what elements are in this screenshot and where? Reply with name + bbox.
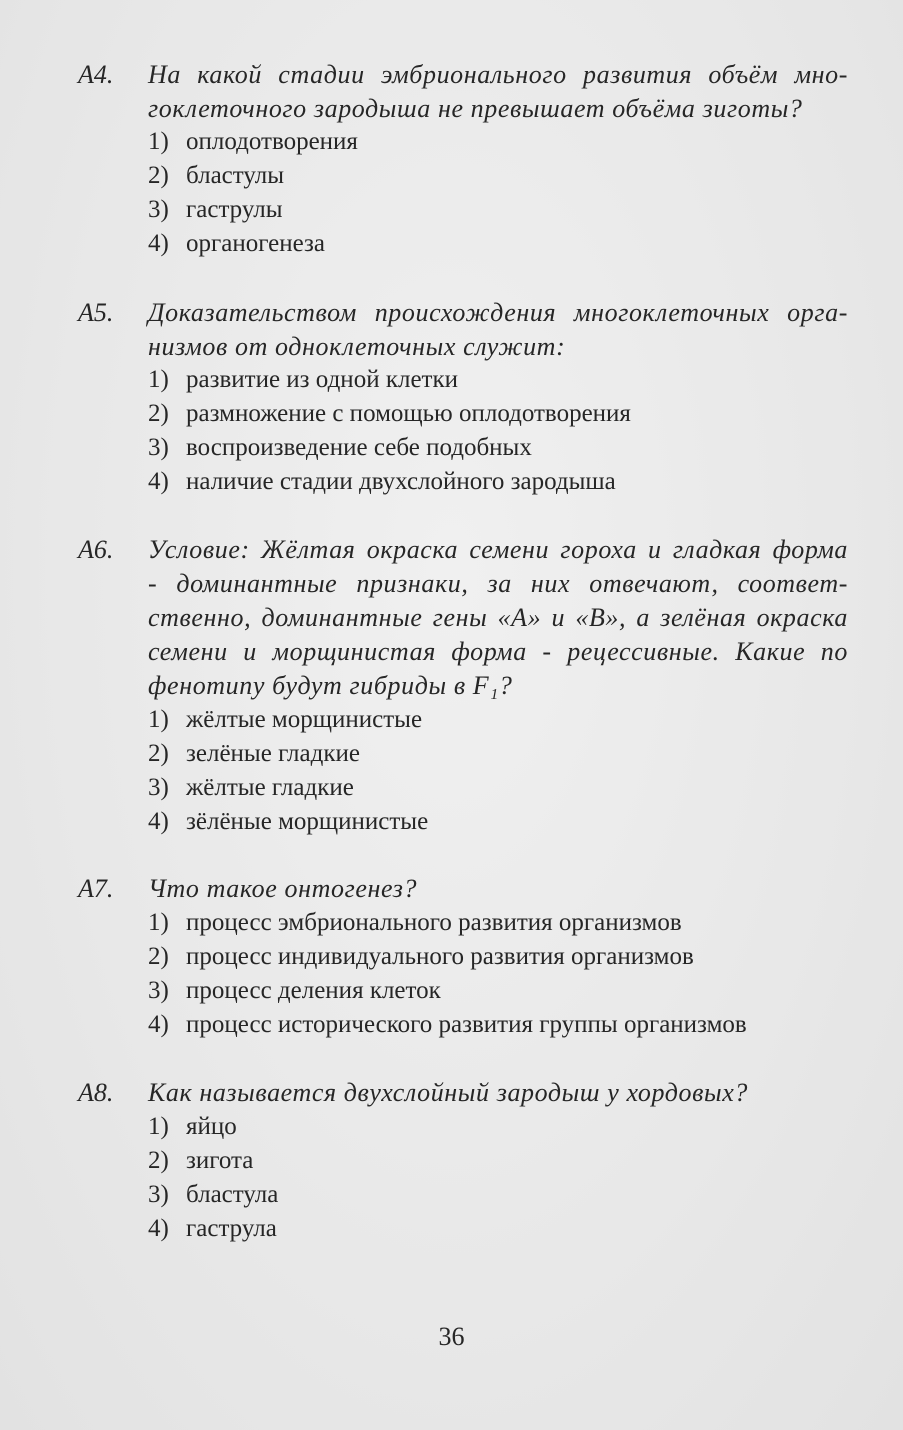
question-line: низмов от одноклеточных служит: xyxy=(148,332,566,361)
answer-option: 1) оплодотворения xyxy=(148,128,358,155)
question-line: ственно, доминантные гены «А» и «В», а зелёная окраска xyxy=(148,603,848,632)
question-number: А8. xyxy=(78,1078,114,1107)
answer-options xyxy=(148,1110,278,1246)
answer-options xyxy=(148,703,428,839)
question-text xyxy=(148,1076,848,1110)
answer-option: 4) органогенеза xyxy=(148,230,326,257)
answer-option: 1) процесс эмбрионального развития организмов xyxy=(148,909,682,936)
answer-option: 2) зигота xyxy=(148,1147,254,1174)
question-text xyxy=(148,533,848,703)
question-line: Условие: Жёлтая окраска семени гороха и гладкая форма xyxy=(148,535,848,564)
answer-option: 4) наличие стадии двухслойного зародыша xyxy=(148,468,616,495)
question-line: Доказательством происхождения многоклеточных орга- xyxy=(148,298,848,327)
question-number: А4. xyxy=(78,60,114,89)
question-line: На какой стадии эмбрионального развития объём мно- xyxy=(148,60,848,89)
answer-option: 3) жёлтые гладкие xyxy=(148,774,354,801)
answer-options xyxy=(148,906,747,1042)
question-text xyxy=(148,872,848,906)
answer-option: 2) зелёные гладкие xyxy=(148,740,360,767)
question-number: А7. xyxy=(78,874,114,903)
answer-option: 4) процесс исторического развития группы организмов xyxy=(148,1011,747,1038)
question-text xyxy=(148,58,848,126)
answer-option: 2) бластулы xyxy=(148,162,285,189)
answer-options xyxy=(148,363,631,499)
answer-option: 1) жёлтые морщинистые xyxy=(148,706,423,733)
answer-option: 1) яйцо xyxy=(148,1113,237,1140)
answer-option: 3) бластула xyxy=(148,1181,279,1208)
question-number: А5. xyxy=(78,298,114,327)
answer-option: 4) зёлёные морщинистые xyxy=(148,808,429,835)
answer-option: 4) гаструла xyxy=(148,1215,277,1242)
answer-option: 3) гаструлы xyxy=(148,196,283,223)
question-line: гоклеточного зародыша не превышает объёма зиготы? xyxy=(148,94,803,123)
question-line: семени и морщинистая форма - рецессивные. Какие по xyxy=(148,637,848,666)
question-line: Как называется двухслойный зародыш у хордовых? xyxy=(148,1078,748,1107)
question-line: Что такое онтогенез? xyxy=(148,874,418,903)
page-number: 36 xyxy=(438,1322,465,1351)
answer-options xyxy=(148,125,358,261)
answer-option: 2) процесс индивидуального развития организмов xyxy=(148,943,694,970)
answer-option: 2) размножение с помощью оплодотворения xyxy=(148,400,631,427)
question-number: А6. xyxy=(78,535,114,564)
answer-option: 3) процесс деления клеток xyxy=(148,977,441,1004)
question-text xyxy=(148,296,848,364)
question-line: фенотипу будут гибриды в F₁? xyxy=(148,671,513,700)
question-line: - доминантные признаки, за них отвечают, соответ- xyxy=(148,569,848,598)
answer-option: 3) воспроизведение себе подобных xyxy=(148,434,532,461)
answer-option: 1) развитие из одной клетки xyxy=(148,366,458,393)
